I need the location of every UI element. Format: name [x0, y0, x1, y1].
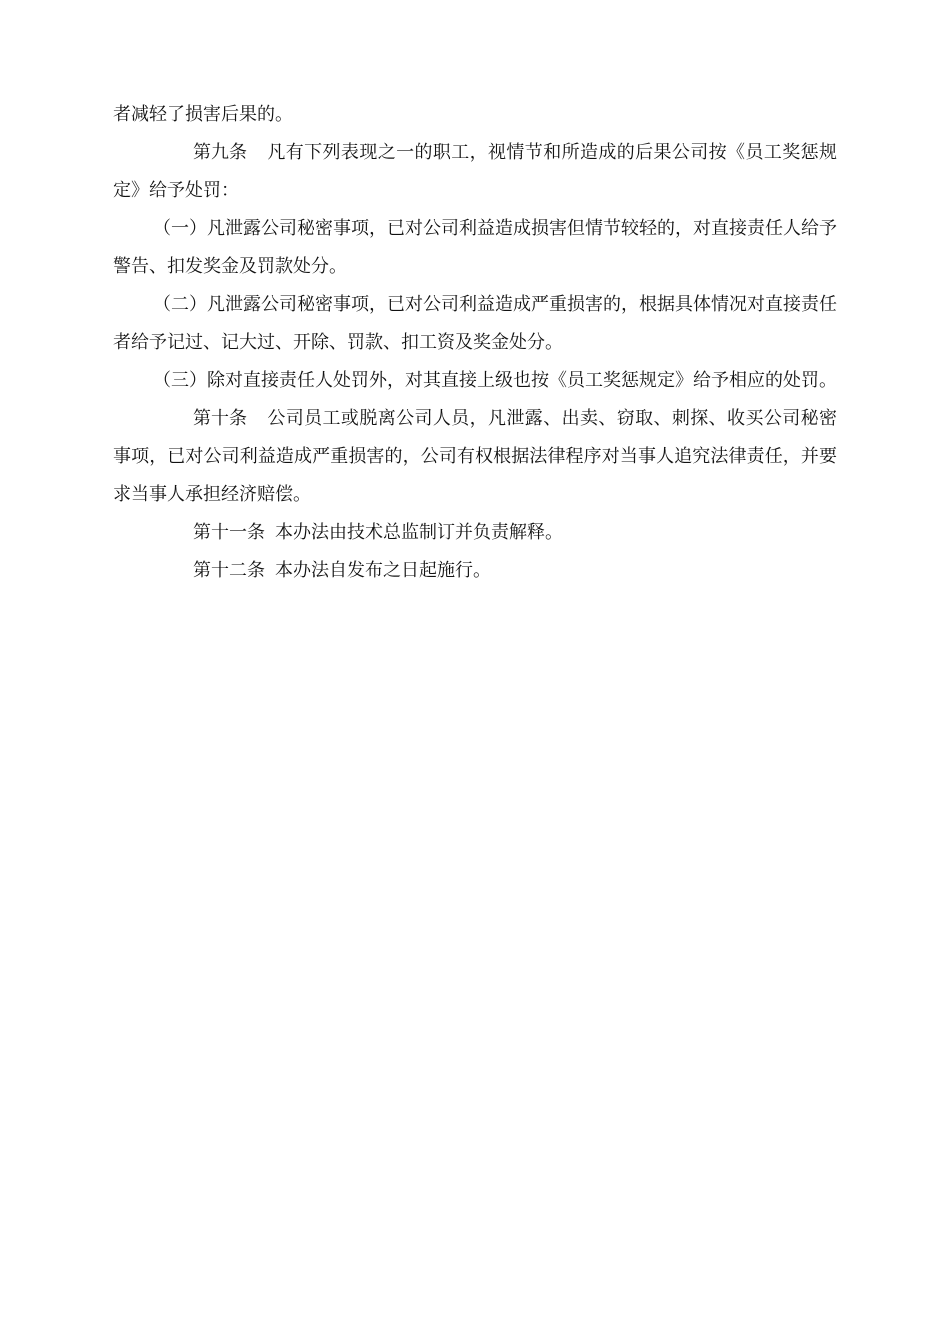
- article-10: [113, 400, 837, 514]
- article-9-item-2: [113, 286, 837, 362]
- paragraph-text: （二）凡泄露公司秘密事项，已对公司利益造成严重损害的，根据具体情况对直接责任者给予记过、记大过、开除、罚款、扣工资及奖金处分。: [113, 294, 837, 353]
- article-12: [113, 552, 837, 590]
- paragraph-text: 本办法由技术总监制订并负责解释。: [275, 522, 563, 543]
- paragraph-text: 凡有下列表现之一的职工，视情节和所造成的后果公司按《员工奖惩规定》给予处罚：: [113, 142, 837, 201]
- paragraph-text: （一）凡泄露公司秘密事项，已对公司利益造成损害但情节较轻的，对直接责任人给予警告、扣发奖金及罚款处分。: [113, 218, 837, 277]
- paragraph-text: 本办法自发布之日起施行。: [275, 560, 491, 581]
- article-11: [113, 514, 837, 552]
- paragraph-text: 者减轻了损害后果的。: [113, 104, 293, 125]
- paragraph-text: （三）除对直接责任人处罚外，对其直接上级也按《员工奖惩规定》给予相应的处罚。: [153, 370, 837, 391]
- article-heading: 第九条: [193, 142, 247, 163]
- article-9-item-3: [113, 362, 837, 400]
- document-body: [113, 96, 837, 590]
- article-9: [113, 134, 837, 210]
- article-heading: 第十条: [193, 408, 247, 429]
- article-9-item-1: [113, 210, 837, 286]
- paragraph-text: 公司员工或脱离公司人员，凡泄露、出卖、窃取、刺探、收买公司秘密事项，已对公司利益造成严重损害的，公司有权根据法律程序对当事人追究法律责任，并要求当事人承担经济赔偿。: [113, 408, 837, 505]
- paragraph-continuation: [113, 96, 837, 134]
- article-heading: 第十一条: [193, 522, 265, 543]
- article-heading: 第十二条: [193, 560, 265, 581]
